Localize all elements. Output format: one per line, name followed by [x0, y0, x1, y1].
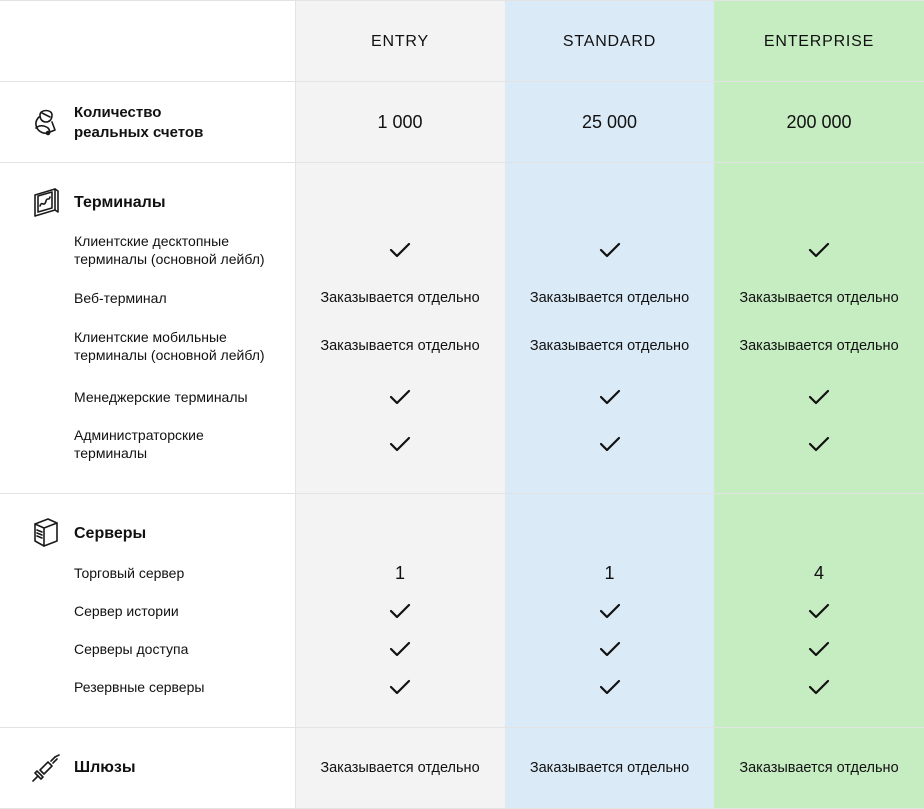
terminals-value-standard: Заказывается отдельно: [529, 290, 690, 306]
user-headset-icon: [30, 104, 62, 136]
servers-value-standard: 1: [604, 562, 615, 583]
check-icon: [505, 383, 714, 411]
check-icon: [505, 635, 714, 663]
row-divider: [0, 493, 924, 494]
check-icon: [505, 597, 714, 625]
terminals-row-label-line1: Веб-терминал: [74, 290, 167, 306]
terminals-row-label-line1: Администраторские: [74, 427, 204, 443]
plan-header-enterprise: ENTERPRISE: [763, 33, 875, 50]
servers-value-entry: 1: [394, 562, 405, 583]
terminals-row-label-line1: Клиентские десктопные: [74, 233, 229, 249]
terminal-chart-icon: [30, 186, 62, 218]
gateways-value-standard: Заказывается отдельно: [529, 760, 690, 776]
terminals-value-enterprise: Заказывается отдельно: [739, 290, 899, 306]
check-icon: [295, 430, 505, 458]
terminals-row-label: [74, 232, 265, 268]
plan-header-entry: ENTRY: [371, 33, 429, 50]
check-icon: [714, 635, 924, 663]
terminals-row-label-line2: терминалы (основной лейбл): [74, 347, 265, 363]
server-box-icon: [30, 516, 62, 548]
servers-row-label: [74, 602, 179, 620]
gateways-value-entry: Заказывается отдельно: [320, 760, 480, 776]
row-divider: [0, 727, 924, 728]
gateways-value-enterprise: Заказывается отдельно: [739, 760, 899, 776]
row-divider: [0, 162, 924, 163]
row-divider: [0, 0, 924, 1]
accounts-value-enterprise: 200 000: [786, 111, 852, 132]
gateways-section-title: Шлюзы: [74, 759, 136, 776]
servers-row-label-line1: Серверы доступа: [74, 641, 189, 657]
check-icon: [295, 635, 505, 663]
terminals-row-label-line2: терминалы: [74, 445, 148, 461]
check-icon: [505, 430, 714, 458]
terminals-row-label: [74, 426, 204, 462]
terminals-row-label: [74, 388, 248, 406]
check-icon: [295, 236, 505, 264]
servers-row-label-line1: Сервер истории: [74, 603, 179, 619]
plan-header-standard: STANDARD: [562, 33, 657, 50]
check-icon: [714, 236, 924, 264]
terminals-row-label: [74, 328, 265, 364]
terminals-value-entry: Заказывается отдельно: [320, 290, 480, 306]
terminals-row-label-line1: Клиентские мобильные: [74, 329, 227, 345]
servers-row-label: [74, 640, 188, 658]
accounts-label-line2: реальных счетов: [74, 124, 204, 141]
row-divider: [0, 81, 924, 82]
servers-section-title: Серверы: [74, 525, 147, 542]
terminals-section-title: Терминалы: [74, 194, 166, 211]
accounts-value-standard: 25 000: [581, 111, 638, 132]
accounts-value-entry: 1 000: [377, 111, 423, 132]
check-icon: [714, 383, 924, 411]
servers-row-label-line1: Торговый сервер: [74, 565, 185, 581]
terminals-value-standard: Заказывается отдельно: [529, 338, 690, 354]
check-icon: [714, 430, 924, 458]
servers-row-label: [74, 678, 204, 696]
check-icon: [714, 597, 924, 625]
servers-value-enterprise: 4: [813, 562, 824, 583]
terminals-row-label: [74, 289, 167, 307]
accounts-label: [74, 103, 203, 143]
check-icon: [295, 673, 505, 701]
check-icon: [505, 673, 714, 701]
terminals-row-label-line2: терминалы (основной лейбл): [74, 251, 265, 267]
servers-row-label: [74, 564, 184, 582]
check-icon: [505, 236, 714, 264]
check-icon: [295, 597, 505, 625]
gateway-plug-icon: [30, 752, 62, 784]
check-icon: [714, 673, 924, 701]
terminals-value-enterprise: Заказывается отдельно: [739, 338, 899, 354]
servers-row-label-line1: Резервные серверы: [74, 679, 205, 695]
accounts-label-line1: Количество: [74, 104, 162, 121]
terminals-row-label-line1: Менеджерские терминалы: [74, 389, 248, 405]
check-icon: [295, 383, 505, 411]
terminals-value-entry: Заказывается отдельно: [320, 338, 480, 354]
